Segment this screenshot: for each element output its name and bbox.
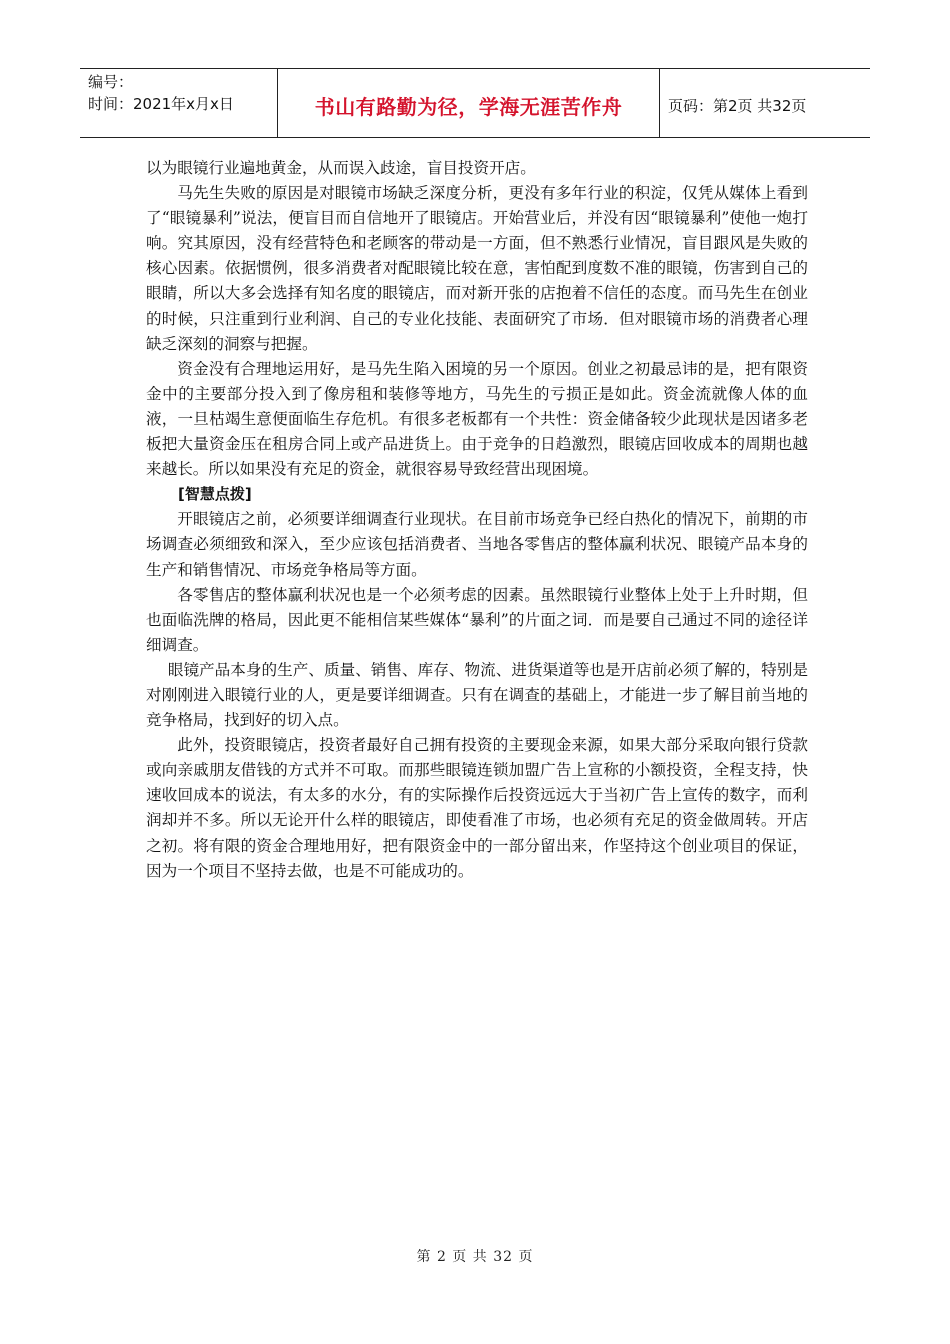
section-heading-tips: [智慧点拨] [178,485,252,504]
paragraph-product-knowledge: 眼镜产品本身的生产、质量、销售、库存、物流、进货渠道等也是开店前必须了解的，特别是对刚刚进入眼镜行业的人，更是要详细调查。只有在调查的基础上，才能进一步了解目前当地的竞争格局，找到好的切入点。 [146,660,808,730]
header-motto: 书山有路勤为径，学海无涯苦作舟 [314,94,623,119]
paragraph-capital-usage: 资金没有合理地运用好，是马先生陷入困境的另一个原因。创业之初最忌讳的是，把有限资金中的主要部分投入到了像房租和装修等地方，马先生的亏损正是如此。资金流就像人体的血液，一旦枯竭生意便面临生存危机。有很多老板都有一个共性：资金储备较少此现状是因诸多老板把大量资金压在租房合同上或产品进货上。由于竞争的日趋激烈，眼镜店回收成本的周期也越来越长。所以如果没有充足的资金，就很容易导致经营出现困境。 [146,359,808,479]
paragraph-market-research: 开眼镜店之前，必须要详细调查行业现状。在目前市场竞争已经白热化的情况下，前期的市场调查必须细致和深入，至少应该包括消费者、当地各零售店的整体赢利状况、眼镜产品本身的生产和销售情况、市场竞争格局等方面。 [146,510,808,579]
header-meta [80,69,278,137]
paragraph-profit-status: 各零售店的整体赢利状况也是一个必须考虑的因素。虽然眼镜行业整体上处于上升时期，但也面临洗牌的格局，因此更不能相信某些媒体“暴利”的片面之词．而是要自己通过不同的途径详细调查。 [146,585,808,654]
page-header [80,68,870,138]
header-motto-cell [278,69,660,137]
document-body [146,156,808,884]
document-number-label: 编号： [88,73,134,91]
document-date: 时间：2021年x月x日 [88,95,234,113]
header-page-info: 页码：第2页 共32页 [668,96,807,115]
paragraph-funding: 此外，投资眼镜店，投资者最好自己拥有投资的主要现金来源，如果大部分采取向银行贷款或向亲戚朋友借钱的方式并不可取。而那些眼镜连锁加盟广告上宣称的小额投资，全程支持，快速收回成本的说法，有太多的水分，有的实际操作后投资远远大于当初广告上宣传的数字，而利润却并不多。所以无论开什么样的眼镜店，即使看准了市场，也必须有充足的资金做周转。开店之初。将有限的资金合理地用好，把有限资金中的一部分留出来，作坚持这个创业项目的保证，因为一个项目不坚持去做，也是不可能成功的。 [146,736,808,880]
header-page-cell [660,69,870,137]
paragraph-continuation: 以为眼镜行业遍地黄金，从而误入歧途，盲目投资开店。 [146,159,536,177]
page-footer: 第 2 页 共 32 页 [416,1249,534,1265]
paragraph-failure-analysis: 马先生失败的原因是对眼镜市场缺乏深度分析，更没有多年行业的积淀，仅凭从媒体上看到了“眼镜暴利”说法，便盲目而自信地开了眼镜店。开始营业后，并没有因“眼镜暴利”使他一炮打响。究其原因，没有经营特色和老顾客的带动是一方面，但不熟悉行业情况，盲目跟风是失败的核心因素。依据惯例，很多消费者对配眼镜比较在意，害怕配到度数不准的眼镜，伤害到自己的眼睛，所以大多会选择有知名度的眼镜店，而对新开张的店抱着不信任的态度。而马先生在创业的时候，只注重到行业利润、自己的专业化技能、表面研究了市场．但对眼镜市场的消费者心理缺乏深刻的洞察与把握。 [146,184,808,353]
